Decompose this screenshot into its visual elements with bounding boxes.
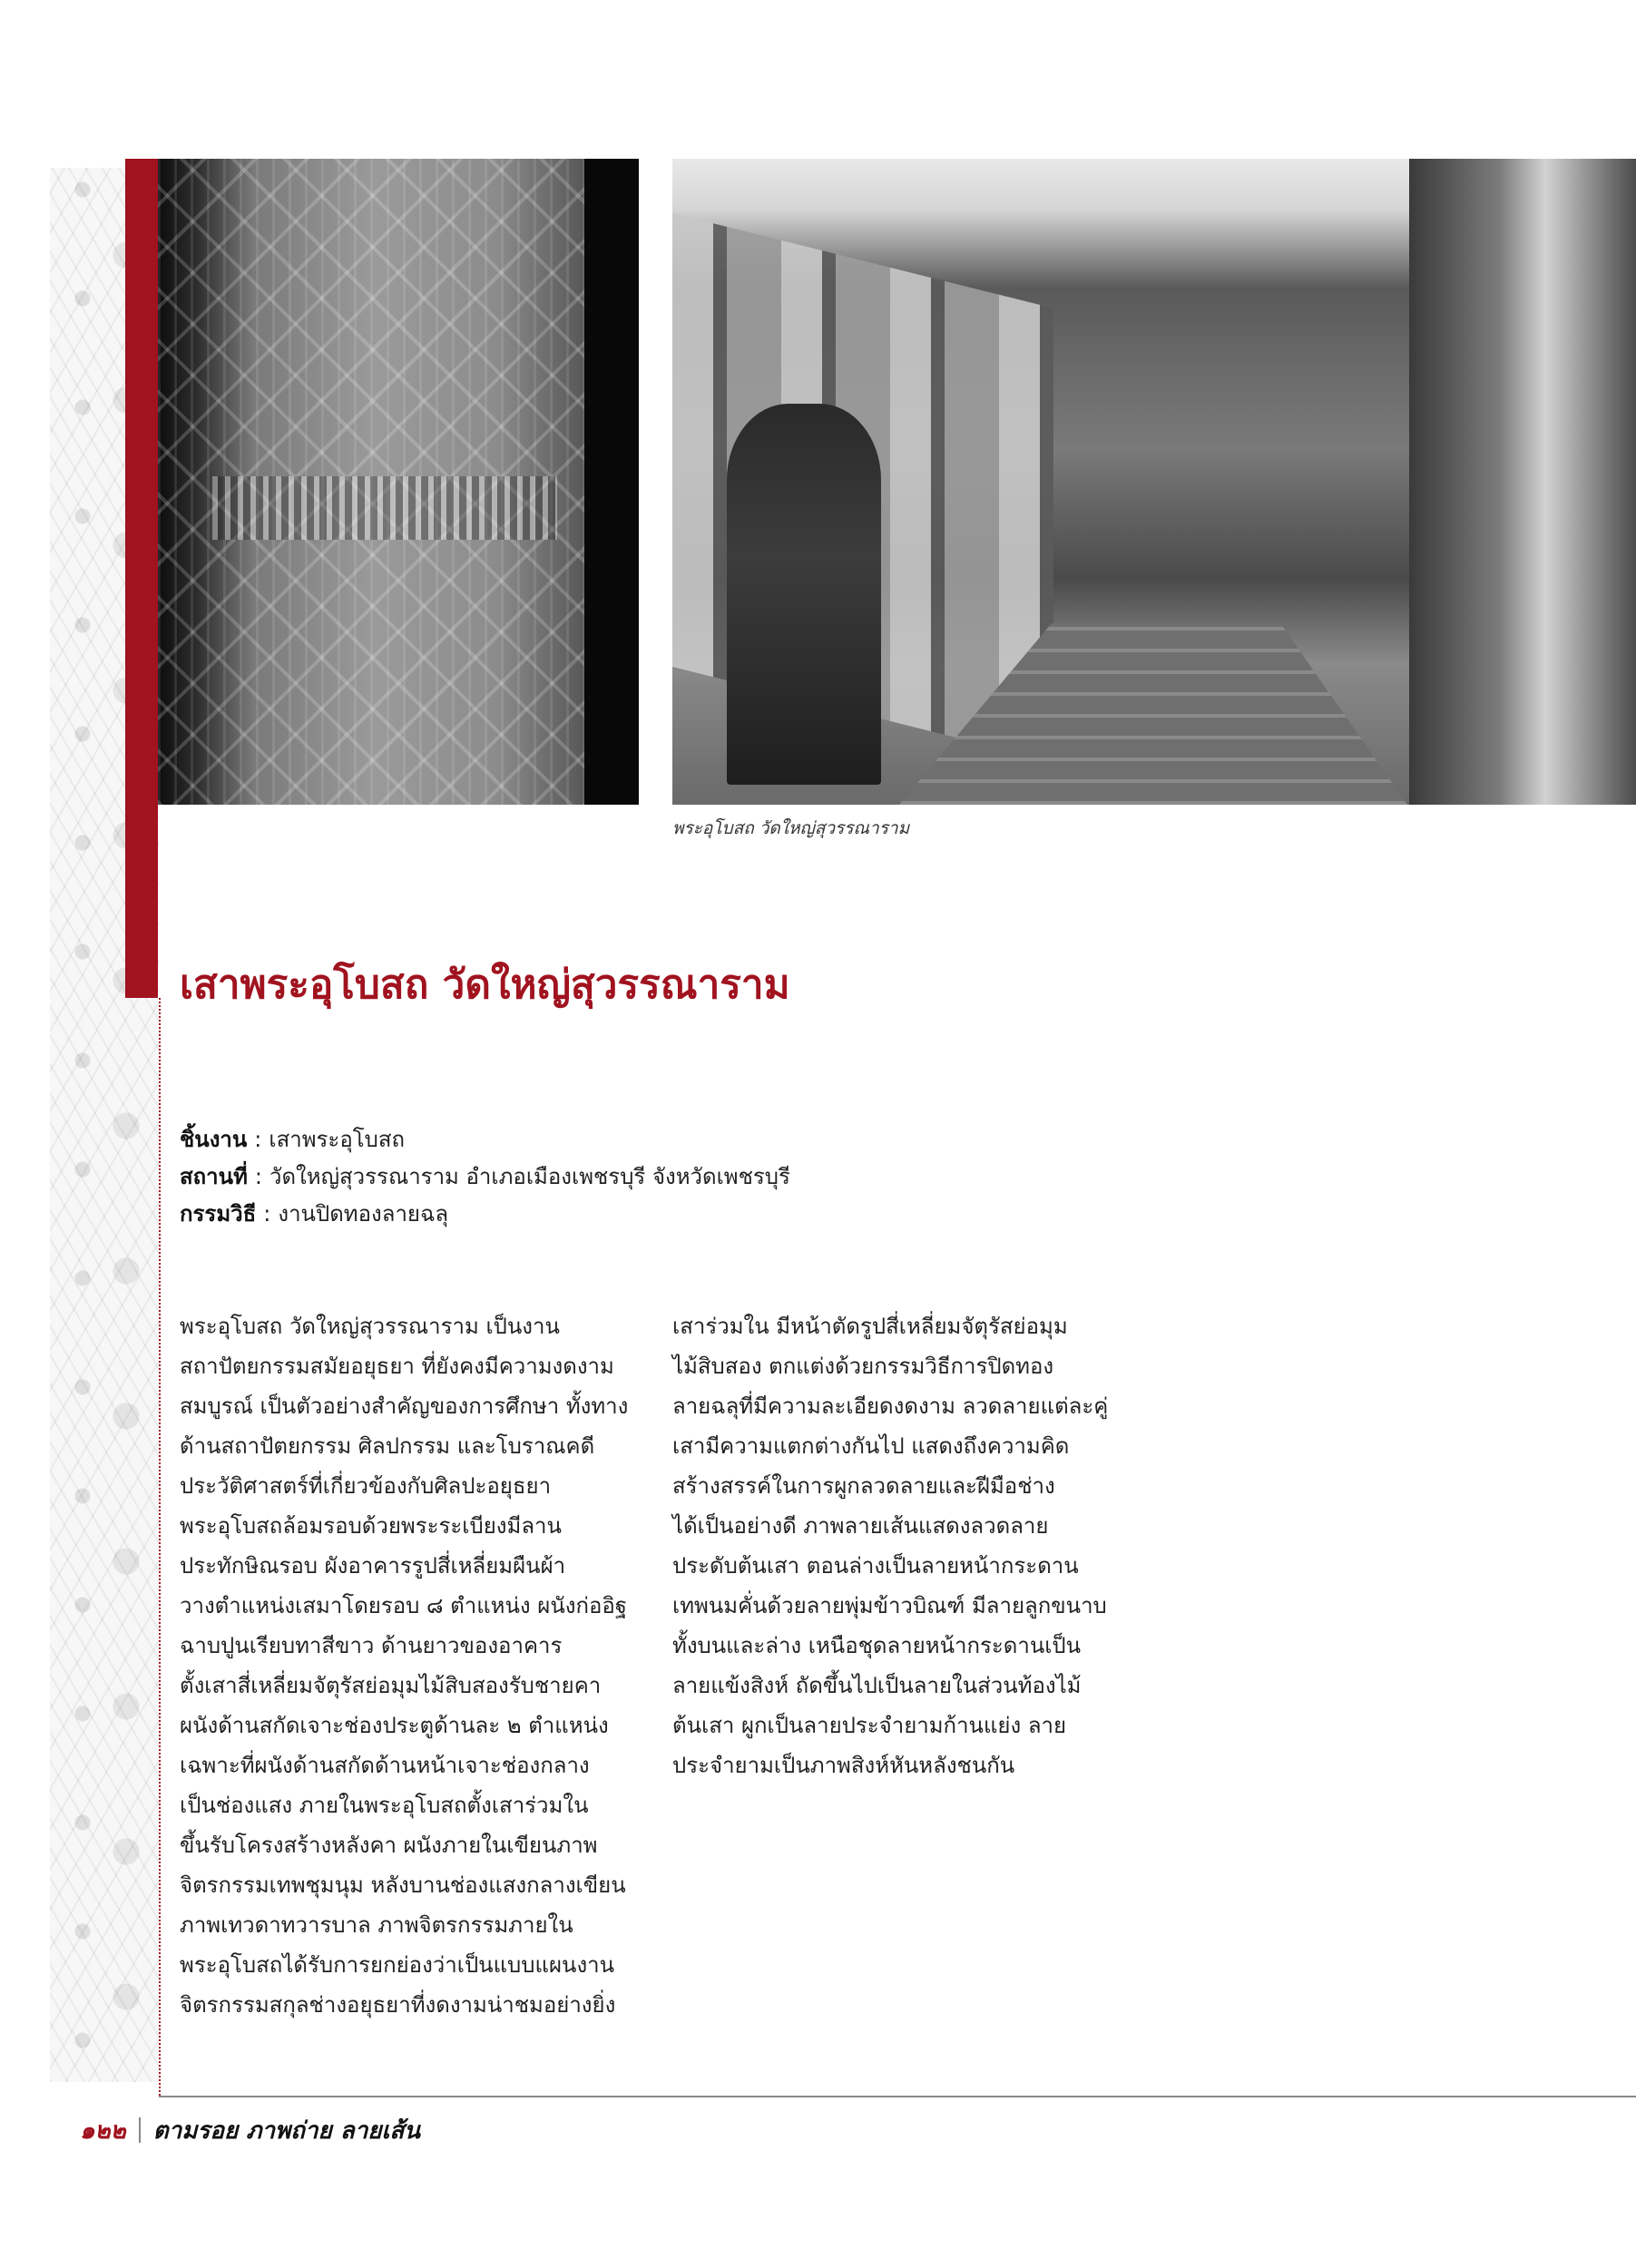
detail-separator: : [263,1201,271,1227]
publication-title: ตามรอย ภาพถ่าย ลายเส้น [152,2117,421,2145]
artwork-details [180,1121,790,1233]
detail-separator: : [254,1164,262,1189]
detail-value: เสาพระอุโบสถ [269,1127,406,1152]
photo-caption: พระอุโบสถ วัดใหญ่สุวรรณาราม [672,818,910,838]
body-text-column-1: พระอุโบสถ วัดใหญ่สุวรรณาราม เป็นงาน สถาปัตยกรรมสมัยอยุธยา ที่ยังคงมีความงดงาม สมบูรณ์ เป็นตัวอย่างสำคัญของการศึกษา ทั้งทาง ด้านสถาปัตยกรรม ศิลปกรรม และโบราณคดี ประวัติศาสตร์ที่เกี่ยวข้องกับศิลปะอยุธยา พระอุโบสถล้อมรอบด้วยพระระเบียงมีลาน ประทักษิณรอบ ผังอาคารรูปสี่เหลี่ยมผืนผ้า วางตำแหน่งเสมาโดยรอบ ๘ ตำแหน่ง ผนังก่ออิฐ ฉาบปูนเรียบทาสีขาว ด้านยาวของอาคาร ตั้งเสาสี่เหลี่ยมจัตุรัสย่อมุมไม้สิบสองรับชายคา ผนังด้านสกัดเจาะช่องประตูด้านละ ๒ ตำแหน่ง เฉพาะที่ผนังด้านสกัดด้านหน้าเจาะช่องกลาง เป็นช่องแสง ภายในพระอุโบสถตั้งเสาร่วมใน ขึ้นรับโครงสร้างหลังคา ผนังภายในเขียนภาพ จิตรกรรมเทพชุมนุม หลังบานช่องแสงกลางเขียน ภาพเทวดาทวารบาล ภาพจิตรกรรมภายใน พระอุโบสถได้รับการยกย่องว่าเป็นแบบแผนงาน จิตรกรรมสกุลช่างอยุธยาที่งดงามน่าชมอย่างยิ่ง [180,1314,629,2018]
margin-dotted-line [159,998,161,2096]
pillar-pattern-photo [158,159,639,805]
detail-row-location [180,1158,790,1196]
detail-label: ชิ้นงาน [180,1127,248,1152]
sema-pedestal [727,404,881,785]
footer-rule [159,2096,1636,2097]
page-number: ๑๒๒ [80,2117,126,2145]
detail-row-work [180,1121,790,1158]
detail-separator: : [254,1127,262,1152]
body-text-column-2: เสาร่วมใน มีหน้าตัดรูปสี่เหลี่ยมจัตุรัสย่อมุม ไม้สิบสอง ตกแต่งด้วยกรรมวิธีการปิดทอง ลายฉลุที่มีความละเอียดงดงาม ลวดลายแต่ละคู่ เสามีความแตกต่างกันไป แสดงถึงความคิด สร้างสรรค์ในการผูกลวดลายและฝีมือช่าง ได้เป็นอย่างดี ภาพลายเส้นแสดงลวดลาย ประดับต้นเสา ตอนล่างเป็นลายหน้ากระดาน เทพนมคั่นด้วยลายพุ่มข้าวบิณฑ์ มีลายลูกขนาบ ทั้งบนและล่าง เหนือชุดลายหน้ากระดานเป็น ลายแข้งสิงห์ ถัดขึ้นไปเป็นลายในส่วนท้องไม้ ต้นเสา ผูกเป็นลายประจำยามก้านแย่ง ลาย ประจำยามเป็นภาพสิงห์หันหลังชนกัน [672,1314,1109,1778]
page-footer [80,2112,420,2149]
detail-value: งานปิดทองลายฉลุ [278,1201,449,1227]
detail-value: วัดใหญ่สุวรรณาราม อำเภอเมืองเพชรบุรี จังหวัดเพชรบุรี [269,1164,790,1189]
photo-shadow [584,159,639,805]
cloister-building [1409,159,1636,805]
accent-bar [125,159,158,998]
detail-label: กรรมวิธี [180,1201,257,1227]
pillar-band-detail [212,476,557,540]
article-title: เสาพระอุโบสถ วัดใหญ่สุวรรณาราม [180,962,790,1008]
detail-row-technique [180,1196,790,1233]
detail-label: สถานที่ [180,1164,248,1189]
ubosot-gallery-photo [672,159,1636,805]
footer-divider [139,2117,141,2143]
